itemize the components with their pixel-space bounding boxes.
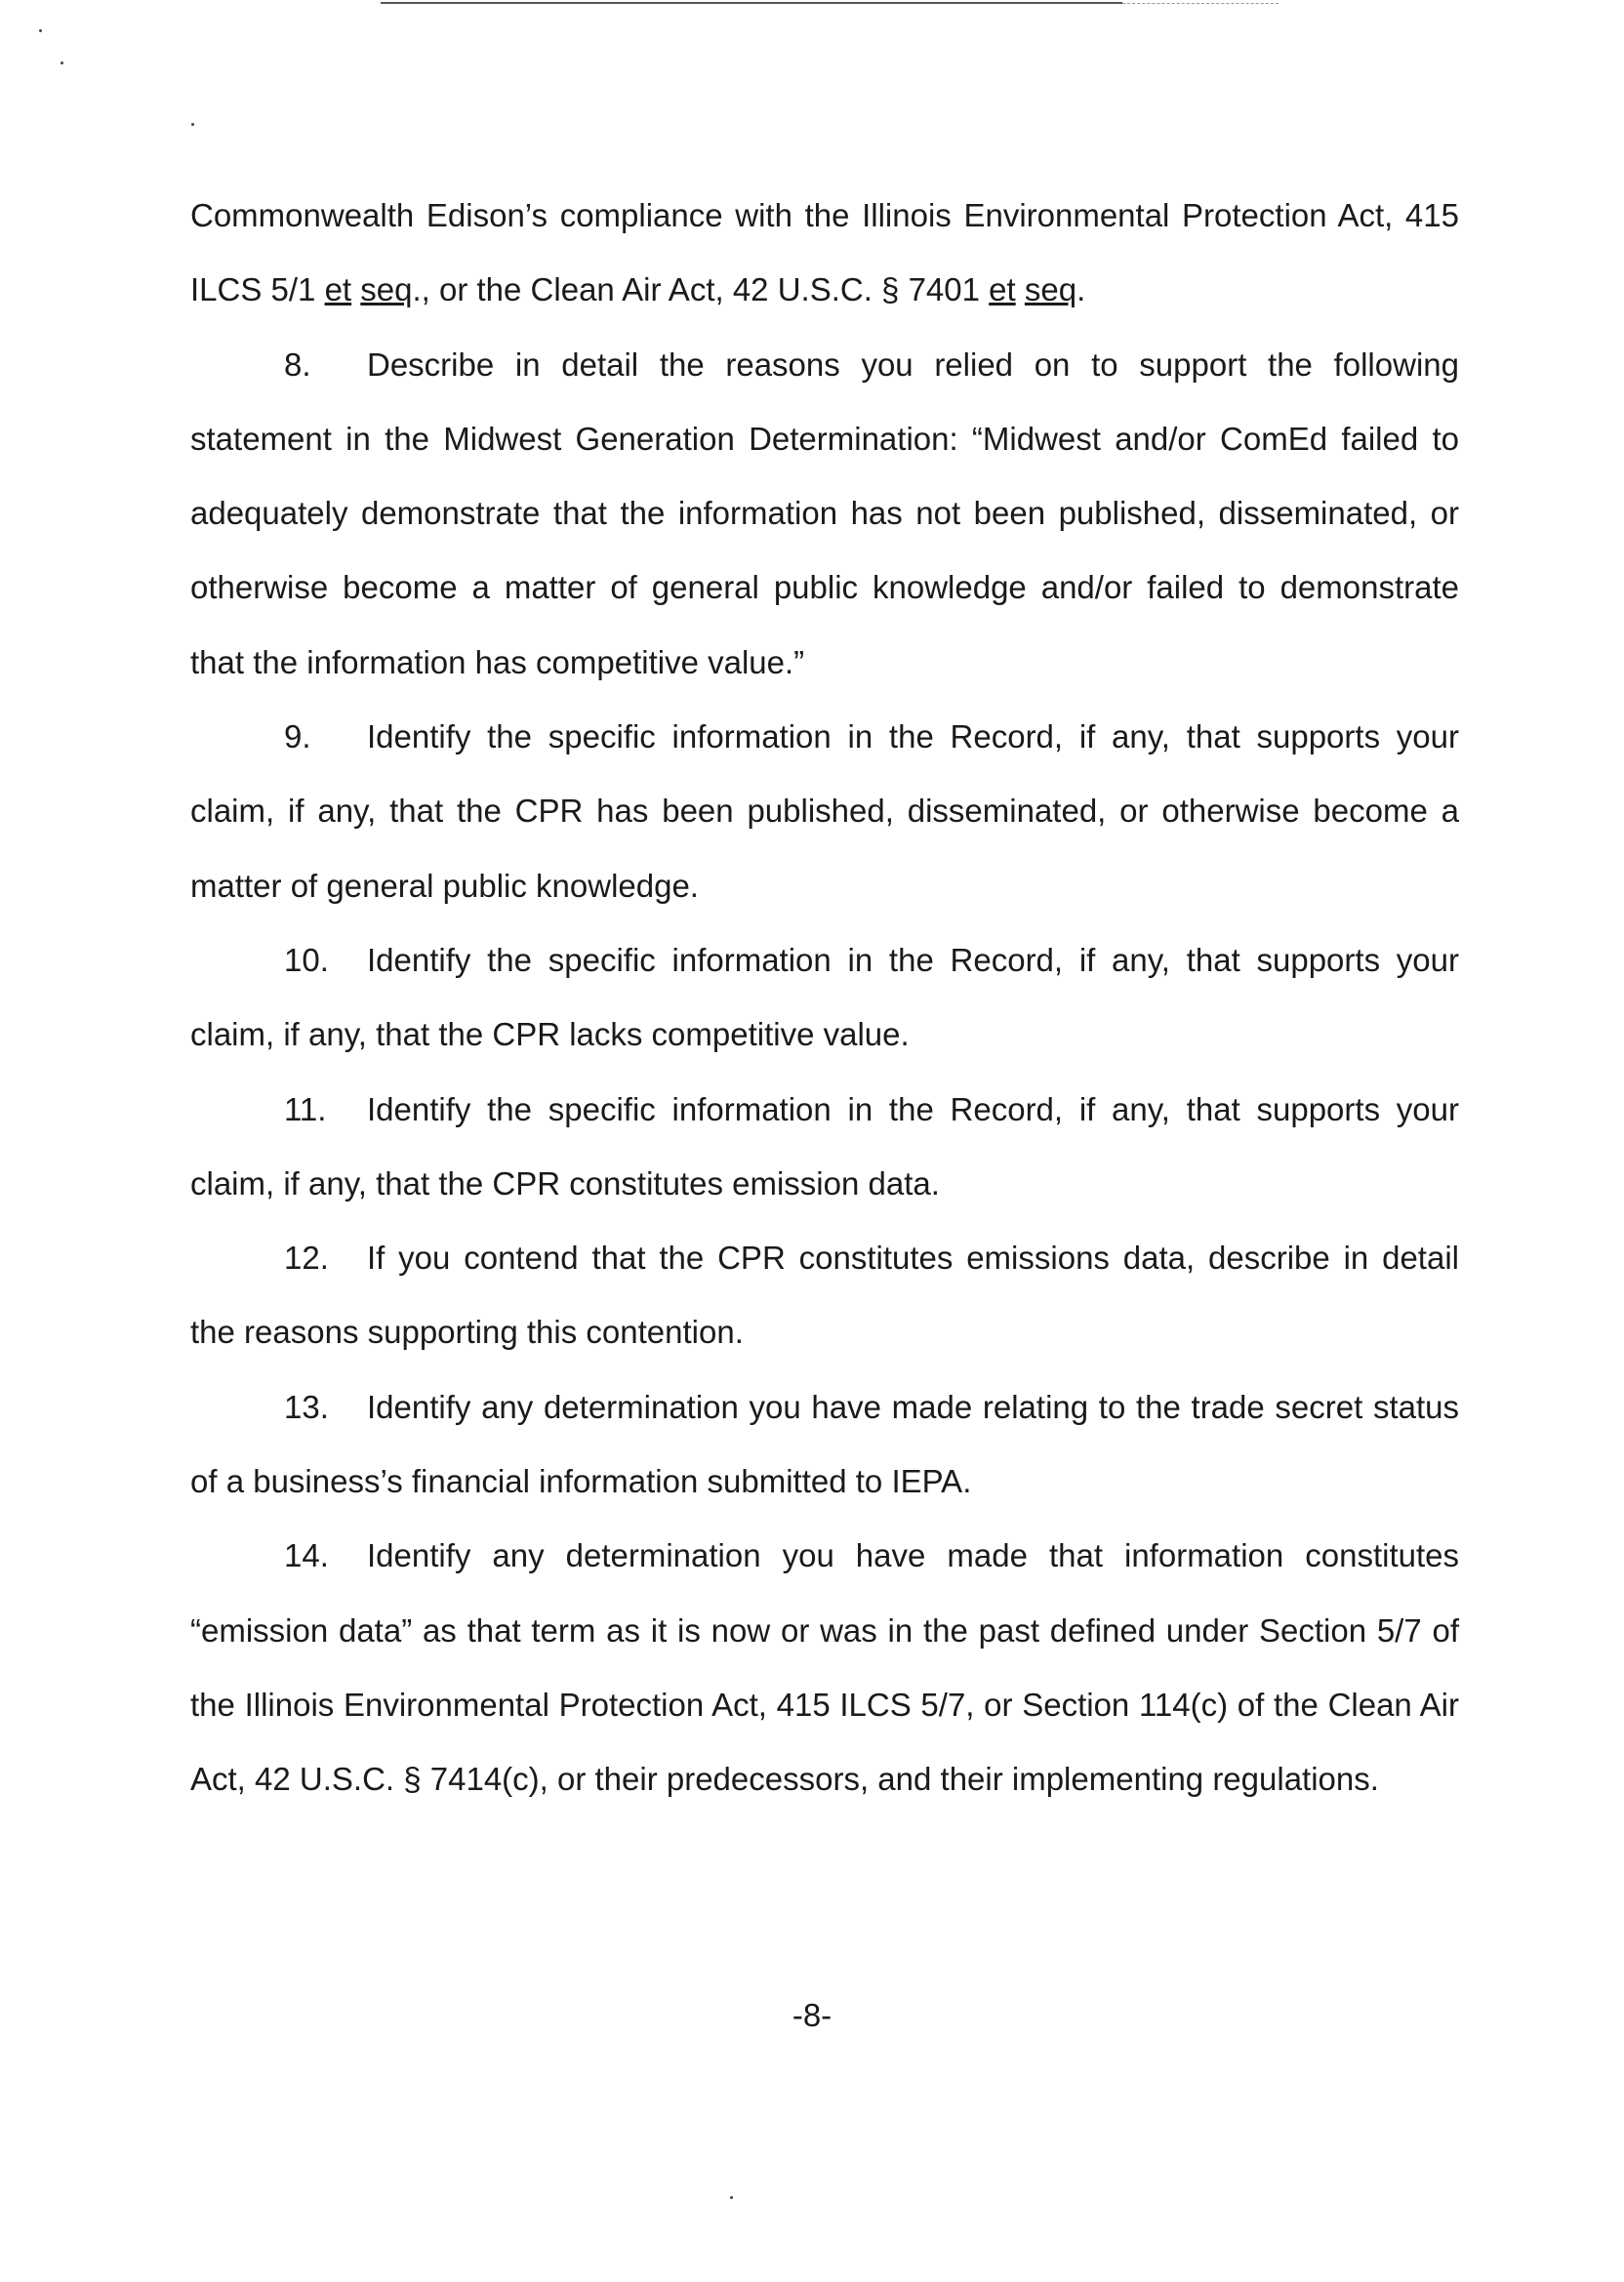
item-text: Identify the specific information in the Record, if any, that supports your claim, if any, that the CPR lacks competitive value. bbox=[190, 941, 1459, 1053]
item-text: Describe in detail the reasons you relied on to support the following statement in the Midwest Generation Determination: “Midwest and/or ComEd failed to adequately demonstrate that the information has not been published, disseminated, or otherwise become a matter of general public knowledge and/or failed to demonstrate that the information has competitive value.” bbox=[190, 346, 1459, 680]
item-9 bbox=[190, 700, 1459, 923]
latin-et: et bbox=[989, 271, 1016, 308]
scan-speck bbox=[730, 2196, 733, 2199]
item-text: Identify any determination you have made that information constitutes “emission data” as that term as it is now or was in the past defined under Section 5/7 of the Illinois Environmental Protection Act, 415 ILCS 5/7, or Section 114(c) of the Clean Air Act, 42 U.S.C. § 7414(c), or their predecessors, and their implementing regulations. bbox=[190, 1537, 1459, 1798]
item-number: 11. bbox=[284, 1090, 327, 1127]
item-number: 13. bbox=[284, 1388, 329, 1425]
item-text: Identify any determination you have made relating to the trade secret status of a business’s financial information submitted to IEPA. bbox=[190, 1388, 1459, 1500]
item-13 bbox=[190, 1370, 1459, 1520]
item-14 bbox=[190, 1519, 1459, 1816]
item-number: 12. bbox=[284, 1240, 329, 1277]
item-number: 14. bbox=[284, 1537, 329, 1574]
item-8 bbox=[190, 328, 1459, 700]
latin-seq: seq bbox=[360, 271, 413, 308]
item-text: Identify the specific information in the Record, if any, that supports your claim, if any, that the CPR has been published, disseminated, or otherwise become a matter of general public knowledge. bbox=[190, 718, 1459, 904]
scan-speck bbox=[39, 29, 42, 32]
scan-top-rule-faint bbox=[1122, 3, 1279, 4]
scan-top-rule bbox=[381, 2, 1122, 4]
paragraph-text: Commonwealth Edison’s compliance with the Illinois Environmental Protection Act, 415 ILCS 5/1 bbox=[190, 197, 1459, 308]
paragraph-text: ., or the Clean Air Act, 42 U.S.C. § 7401 bbox=[412, 271, 990, 308]
item-number: 8. bbox=[284, 346, 311, 383]
paragraph-text: . bbox=[1076, 271, 1086, 308]
scan-speck bbox=[61, 61, 63, 64]
item-text: If you contend that the CPR constitutes emissions data, describe in detail the reasons supporting this contention. bbox=[190, 1240, 1459, 1351]
item-11 bbox=[190, 1073, 1459, 1222]
item-12 bbox=[190, 1221, 1459, 1370]
page-number: -8- bbox=[792, 1997, 832, 2033]
document-body bbox=[190, 179, 1459, 1817]
latin-et: et bbox=[324, 271, 352, 308]
item-number: 10. bbox=[284, 941, 329, 978]
item-10 bbox=[190, 923, 1459, 1073]
scan-speck bbox=[191, 123, 194, 126]
item-text: Identify the specific information in the Record, if any, that supports your claim, if any, that the CPR constitutes emission data. bbox=[190, 1090, 1459, 1202]
item-number: 9. bbox=[284, 718, 311, 755]
latin-seq: seq bbox=[1024, 271, 1077, 308]
paragraph-continuation bbox=[190, 179, 1459, 328]
